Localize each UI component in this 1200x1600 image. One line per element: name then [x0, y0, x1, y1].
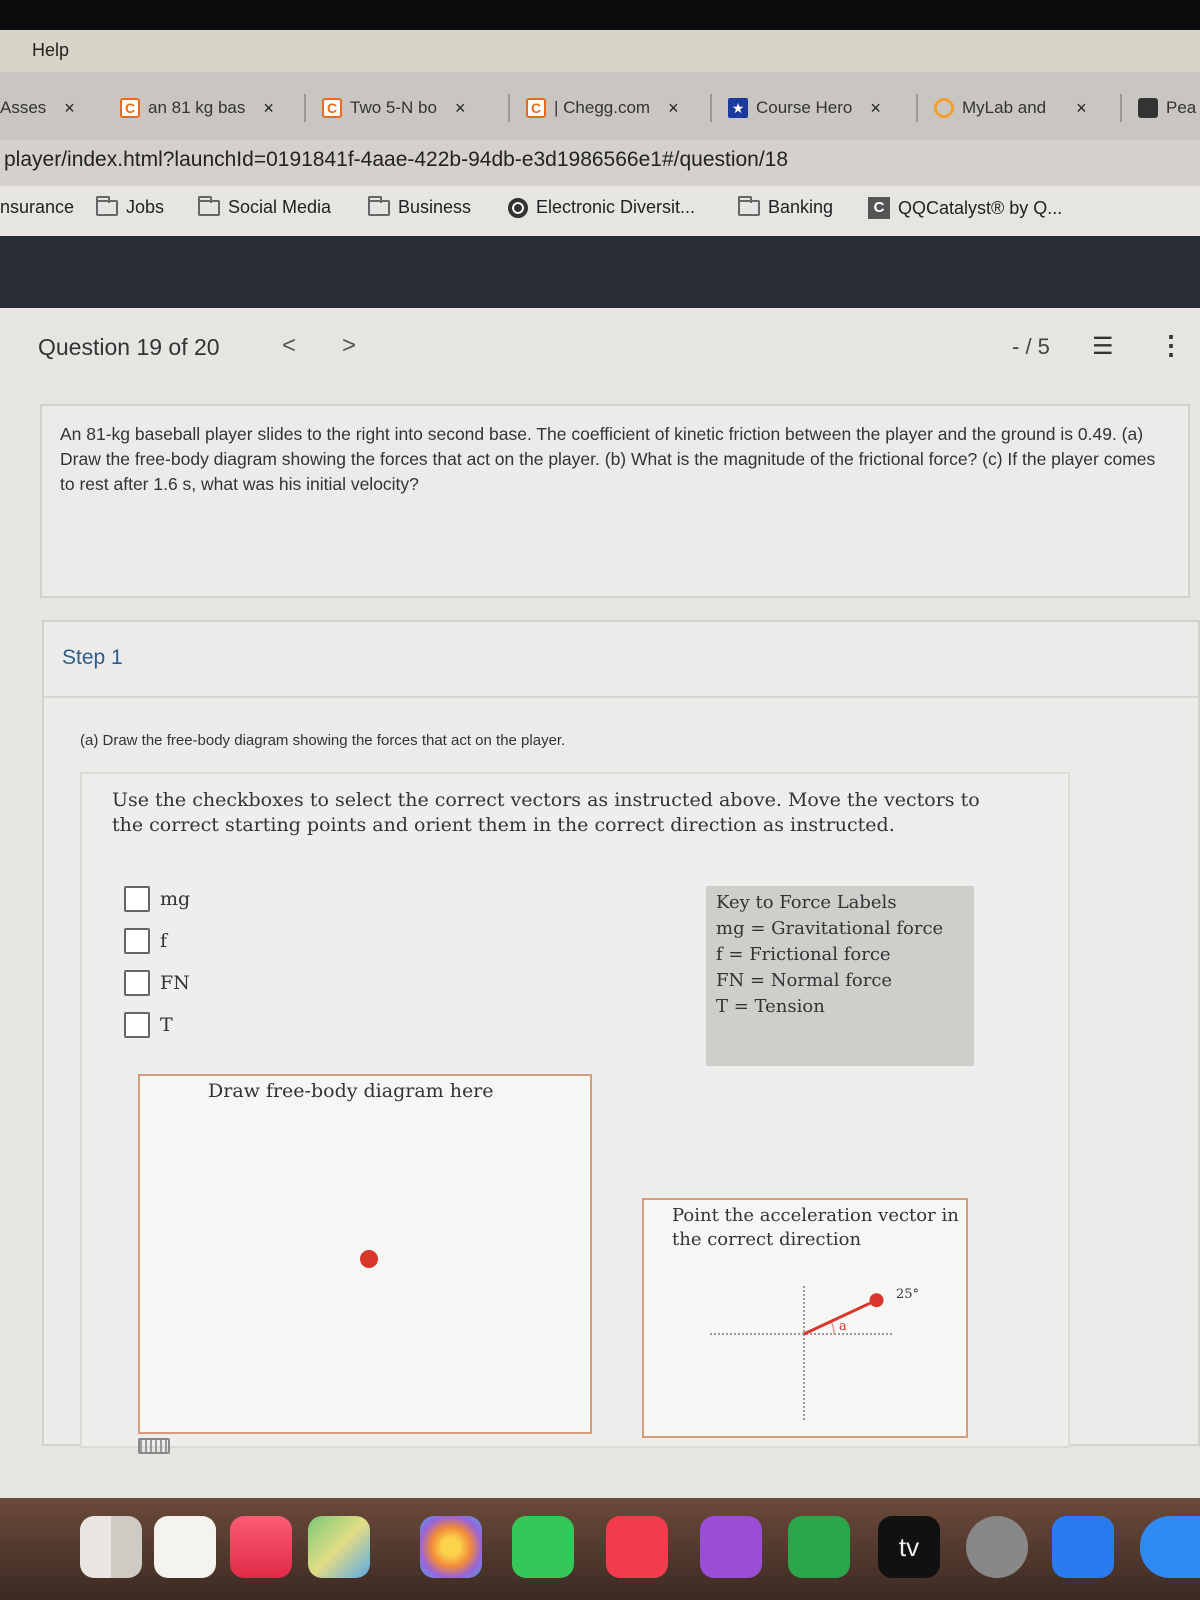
next-question-button[interactable]: >: [342, 332, 357, 359]
maps-icon[interactable]: [308, 1516, 370, 1578]
bookmark-qqcatalyst[interactable]: [868, 197, 1062, 219]
help-menu[interactable]: Help: [32, 40, 70, 60]
question-title: Question 19 of 20: [38, 334, 220, 360]
cloud-icon[interactable]: [1140, 1516, 1200, 1578]
square-icon: [1138, 98, 1158, 118]
bookmark-label: Social Media: [228, 197, 332, 217]
site-header-band: [0, 236, 1200, 308]
bookmark-electronic-diversity[interactable]: [508, 197, 695, 218]
globe-icon: [508, 198, 528, 218]
tab-label: Two 5-N bo: [350, 98, 437, 117]
force-key-box: [706, 886, 974, 1066]
canvas-label: Draw free-body diagram here: [208, 1080, 494, 1102]
tv-icon[interactable]: tv: [878, 1516, 940, 1578]
tab-separator: [304, 94, 306, 122]
finder-icon[interactable]: [80, 1516, 142, 1578]
question-page: [0, 308, 1200, 1498]
bookmark-label: Electronic Diversit...: [536, 197, 696, 217]
tab-pearson[interactable]: [1138, 94, 1200, 122]
prev-question-button[interactable]: <: [282, 332, 297, 359]
tab-label: | Chegg.com: [554, 98, 651, 117]
step-header: [44, 622, 1198, 698]
system-preferences-icon[interactable]: [966, 1516, 1028, 1578]
tab-chegg-com[interactable]: [526, 94, 706, 122]
close-icon[interactable]: ×: [870, 97, 881, 118]
bookmark-social-media[interactable]: [198, 197, 331, 218]
close-icon[interactable]: ×: [668, 97, 679, 118]
bookmark-label: Business: [398, 197, 472, 217]
vector-handle[interactable]: [870, 1293, 884, 1307]
checkbox-label: FN: [160, 972, 190, 994]
tab-chegg-two-5n[interactable]: [322, 94, 502, 122]
tab-bar: [0, 72, 1200, 140]
bookmark-label: Jobs: [126, 197, 165, 217]
fbd-tool-panel: [80, 772, 1070, 1448]
key-row: f = Frictional force: [716, 944, 891, 965]
checkbox-fn[interactable]: [124, 970, 190, 996]
tab-course-hero[interactable]: [728, 94, 914, 122]
photos-icon[interactable]: [420, 1516, 482, 1578]
bookmark-business[interactable]: [368, 197, 471, 218]
music-icon[interactable]: [230, 1516, 292, 1578]
key-row: FN = Normal force: [716, 970, 893, 991]
tab-mylab[interactable]: [934, 94, 1114, 122]
tab-label: Pea: [1166, 98, 1197, 117]
bookmark-label: QQCatalyst® by Q...: [898, 197, 1063, 218]
checkbox[interactable]: [124, 928, 150, 954]
star-icon: ★: [728, 98, 748, 118]
tab-label: Asses: [0, 98, 47, 117]
instructions-text: Use the checkboxes to select the correct vectors as instructed above. Move the vectors to the correct starting points and orient them in the correct direction as instructed.: [112, 789, 980, 836]
close-icon[interactable]: ×: [1076, 97, 1087, 118]
screen-bezel: [0, 0, 1200, 30]
app-store-icon[interactable]: [1052, 1516, 1114, 1578]
chegg-icon: C: [526, 98, 546, 118]
subquestion-text: (a) Draw the free-body diagram showing the forces that act on the player.: [80, 732, 566, 749]
tab-label: an 81 kg bas: [148, 98, 246, 117]
acceleration-widget[interactable]: [642, 1198, 968, 1438]
bookmarks-bar: [0, 186, 1200, 236]
acceleration-label: Point the acceleration vector in the correct direction: [672, 1205, 959, 1250]
close-icon[interactable]: ×: [263, 97, 274, 118]
tab-separator: [916, 94, 918, 122]
acceleration-plot: [644, 1200, 966, 1436]
checkbox-t[interactable]: [124, 1012, 173, 1038]
bookmark-jobs[interactable]: [96, 197, 164, 218]
checkbox-f[interactable]: [124, 928, 167, 954]
question-header: [0, 308, 1200, 390]
bookmark-label: nsurance: [0, 197, 75, 217]
ring-icon: [934, 98, 954, 118]
numbers-icon[interactable]: [788, 1516, 850, 1578]
problem-statement-box: [40, 404, 1190, 598]
bookmark-label: Banking: [768, 197, 834, 217]
chegg-icon: C: [120, 98, 140, 118]
folder-icon: [738, 200, 760, 216]
macos-dock: [0, 1498, 1200, 1600]
tab-separator: [710, 94, 712, 122]
fbd-canvas[interactable]: [138, 1074, 592, 1434]
tab-label: Course Hero: [756, 98, 853, 117]
more-options-icon[interactable]: ⋮: [1158, 330, 1184, 360]
angle-readout: 25°: [896, 1287, 920, 1302]
checkbox-label: f: [160, 930, 168, 952]
tab-chegg-81kg[interactable]: [120, 94, 300, 122]
tab-separator: [508, 94, 510, 122]
bookmark-insurance[interactable]: [0, 197, 74, 218]
tab-assessment[interactable]: [0, 94, 95, 122]
address-bar[interactable]: [0, 140, 1200, 186]
checkbox-mg[interactable]: [124, 886, 190, 912]
menu-bar: [0, 30, 1200, 72]
step-box: [42, 620, 1200, 1446]
problem-text: An 81-kg baseball player slides to the right into second base. The coefficient of kinetic friction between the player and the ground is 0.49. (a) Draw the free-body diagram showing the forces that act on the player. (b) What is the magnitude of the frictional force? (c) If the player comes to rest after 1.6 s, what was his initial velocity?: [60, 424, 1156, 494]
close-icon[interactable]: ×: [454, 97, 466, 118]
keyboard-icon[interactable]: [138, 1438, 170, 1454]
checkbox-label: mg: [160, 888, 191, 910]
notes-icon[interactable]: [154, 1516, 216, 1578]
folder-icon: [198, 200, 220, 216]
key-title: Key to Force Labels: [716, 892, 897, 913]
url-text[interactable]: player/index.html?launchId=0191841f-4aae-422b-94db-e3d1986566e1#/question/18: [4, 148, 789, 171]
checkbox-label: T: [160, 1014, 173, 1036]
checkbox[interactable]: [124, 970, 150, 996]
qq-icon: C: [868, 197, 890, 219]
step-title: Step 1: [62, 646, 123, 669]
folder-icon: [368, 200, 390, 216]
messages-icon[interactable]: [512, 1516, 574, 1578]
tab-separator: [1120, 94, 1122, 122]
key-row: T = Tension: [716, 996, 825, 1017]
news-icon[interactable]: [606, 1516, 668, 1578]
angle-arc: [831, 1321, 834, 1334]
score-display: - / 5: [1012, 334, 1050, 359]
checkbox[interactable]: [124, 1012, 150, 1038]
question-list-icon[interactable]: ☰: [1092, 333, 1114, 360]
close-icon[interactable]: ×: [64, 97, 75, 118]
bookmark-banking[interactable]: [738, 197, 833, 218]
player-point[interactable]: [360, 1250, 378, 1268]
checkbox[interactable]: [124, 886, 150, 912]
folder-icon: [96, 200, 118, 216]
chegg-icon: C: [322, 98, 342, 118]
key-row: mg = Gravitational force: [716, 918, 944, 939]
podcasts-icon[interactable]: [700, 1516, 762, 1578]
vector-label: a: [839, 1319, 847, 1334]
tab-label: MyLab and: [962, 98, 1047, 117]
